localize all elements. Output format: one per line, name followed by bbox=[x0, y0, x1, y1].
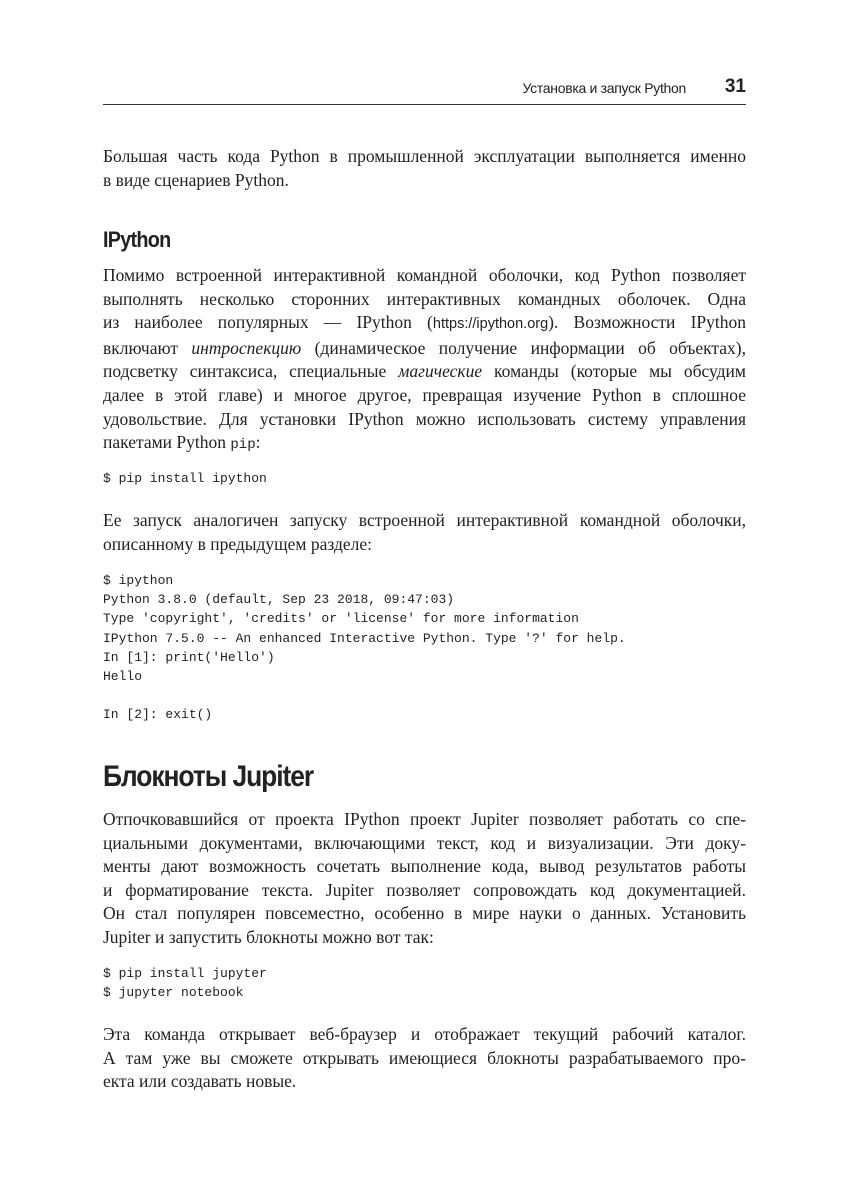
code-jupyter-install: $ pip install jupyter $ jupyter notebook bbox=[103, 966, 267, 1001]
text-line bbox=[103, 288, 746, 312]
text-segment: ). Возможности IPython bbox=[548, 312, 746, 333]
text-segment: Большая часть кода Python в промышленной эксплуатации выполняется именно bbox=[103, 146, 746, 166]
page-number: 31 bbox=[724, 76, 746, 97]
text-segment: А там уже вы сможете открывать имеющиеся блокноты разрабатываемого про- bbox=[103, 1047, 746, 1068]
url-link: https://ipython.org bbox=[432, 316, 549, 333]
text-line bbox=[103, 1023, 746, 1047]
text-segment: в виде сценариев Python. bbox=[103, 169, 289, 190]
paragraph-ipython-launch bbox=[103, 509, 746, 556]
text-segment: циальными документами, включающими текст, код и визуализации. Эти доку- bbox=[103, 832, 746, 853]
text-segment: : bbox=[255, 432, 261, 453]
text-segment: Jupiter и запустить блокноты можно вот так: bbox=[103, 926, 434, 947]
text-line bbox=[103, 1047, 746, 1071]
running-header bbox=[103, 78, 746, 105]
paragraph-notebook bbox=[103, 1023, 746, 1094]
text-line bbox=[103, 808, 746, 832]
code-pip-install-ipython: $ pip install ipython bbox=[103, 471, 267, 486]
text-line bbox=[103, 879, 746, 903]
text-segment: выполнять несколько сторонних интерактивных командных оболочек. Одна bbox=[103, 288, 746, 309]
text-segment: описанному в предыдущем разделе: bbox=[103, 533, 373, 554]
text-segment: и форматирование текста. Jupiter позволяет сопровождать код документацией. bbox=[103, 879, 746, 900]
text-segment: включают bbox=[103, 337, 192, 358]
text-line bbox=[103, 145, 746, 169]
text-segment: (динамическое получение информации об объектах), bbox=[301, 337, 746, 358]
text-line bbox=[103, 902, 746, 926]
text-line bbox=[103, 311, 746, 337]
text-line bbox=[103, 408, 746, 432]
text-segment: Он стал популярен повсеместно, особенно в мире науки о данных. Установить bbox=[103, 903, 746, 924]
text-line bbox=[103, 533, 746, 557]
text-segment: менты дают возможность сочетать выполнение кода, вывод результатов работы bbox=[103, 856, 746, 877]
text-line bbox=[103, 431, 746, 458]
text-line bbox=[103, 360, 746, 384]
text-line bbox=[103, 169, 746, 193]
text-segment: из наиболее популярных — IPython ( bbox=[103, 312, 433, 333]
text-segment: Эта команда открывает веб-браузер и отображает текущий рабочий каталог. bbox=[103, 1024, 746, 1044]
text-line bbox=[103, 384, 746, 408]
text-line bbox=[103, 337, 746, 361]
text-segment: удовольствие. Для установки IPython можно использовать систему управления bbox=[103, 408, 746, 429]
text-segment: подсветку синтаксиса, специальные bbox=[103, 361, 399, 382]
text-segment: Помимо встроенной интерактивной командной оболочки, код Python позволяет bbox=[103, 265, 746, 285]
paragraph-jupiter bbox=[103, 808, 746, 950]
text-segment: пакетами Python bbox=[103, 432, 231, 453]
paragraph-intro bbox=[103, 145, 746, 192]
running-header-title: Установка и запуск Python bbox=[522, 80, 686, 96]
heading-ipython: IPython bbox=[103, 227, 171, 252]
text-line bbox=[103, 264, 746, 288]
paragraph-ipython bbox=[103, 264, 746, 458]
inline-code: pip bbox=[230, 437, 256, 454]
text-segment: екта или создавать новые. bbox=[103, 1071, 297, 1092]
text-segment: команды (которые мы обсудим bbox=[482, 361, 747, 382]
text-segment: Ее запуск аналогичен запуску встроенной интерактивной командной оболочки, bbox=[103, 510, 746, 530]
text-line bbox=[103, 509, 746, 533]
text-line bbox=[103, 855, 746, 879]
text-line bbox=[103, 1070, 746, 1094]
emphasis: магические bbox=[398, 361, 483, 382]
emphasis: интроспекцию bbox=[191, 337, 302, 358]
text-line bbox=[103, 832, 746, 856]
text-segment: Отпочковавшийся от проекта IPython проект Jupiter позволяет работать со спе- bbox=[103, 809, 746, 829]
heading-jupiter: Блокноты Jupiter bbox=[103, 760, 314, 793]
code-ipython-session: $ ipython Python 3.8.0 (default, Sep 23 2018, 09:47:03) Type 'copyright', 'credits' or 'license' for more information IPython 7.5.0 -- An enhanced Interactive Python. Type '?' for help. In [1]: print('Hello') Hello In [2]: exit() bbox=[103, 573, 626, 723]
text-segment: далее в этой главе) и многое другое, превращая изучение Python в сплошное bbox=[103, 384, 746, 405]
text-line bbox=[103, 926, 746, 950]
